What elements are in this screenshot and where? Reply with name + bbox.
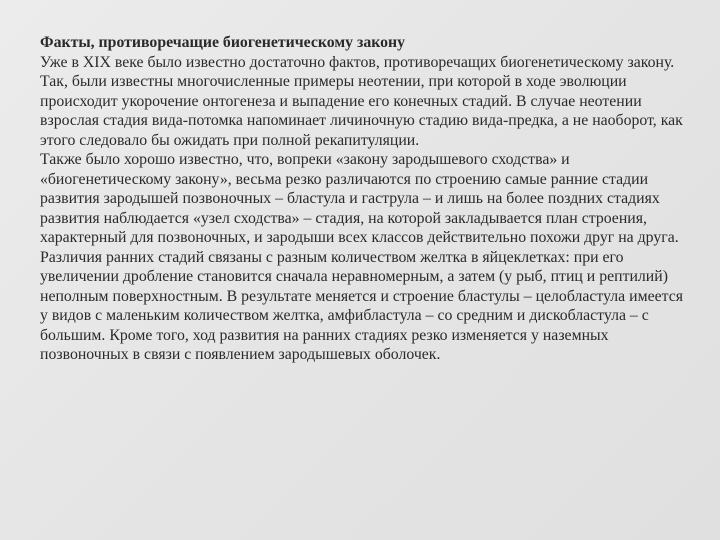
text-block [40, 33, 688, 365]
paragraph-neoteny: Уже в XIX веке было известно достаточно фактов, противоречащих биогенетическому закону. Так, были известны многочисленные примеры неотении, при которой в ходе эволюции происходит укорочение онтогенеза и выпадение его конечных стадий. В случае неотении взрослая стадия вида-потомка напоминает личиночную стадию вида-предка, а не наоборот, как этого следовало бы ожидать при полной рекапитуляции. [40, 53, 683, 149]
document-title: Факты, противоречащие биогенетическому закону [40, 34, 406, 51]
paragraph-embryonic-similarity: Также было хорошо известно, что, вопреки «закону зародышевого сходства» и «биогенетическому закону», весьма резко различаются по строению самые ранние стадии развития зародышей позвоночных – бластула и гаструла – и лишь на более поздних стадиях развития наблюдается «узел сходства» – стадия, на которой закладывается план строения, характерный для позвоночных, и зародыши всех классов действительно похожи друг на друга. Различия ранних стадий связаны с разным количеством желтка в яйцеклетках: при его увеличении дробление становится сначала неравномерным, а затем (у рыб, птиц и рептилий) неполным поверхностным. В результате меняется и строение бластулы – целобластула имеется у видов с маленьким количеством желтка, амфибластула – со средним и дискобластула – с большим. Кроме того, ход развития на ранних стадиях резко изменяется у наземных позвоночных в связи с появлением зародышевых оболочек. [40, 151, 683, 363]
